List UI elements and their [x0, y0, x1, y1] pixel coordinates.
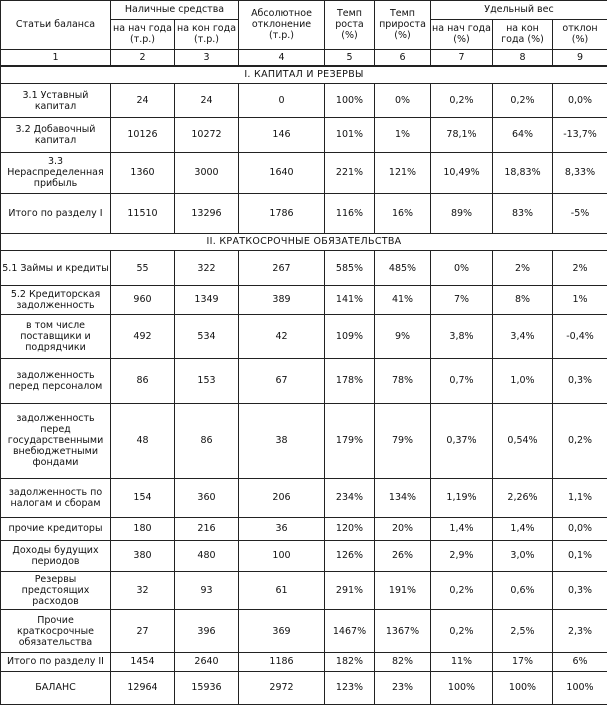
row-value: 3000 — [175, 152, 239, 194]
section-title: I. КАПИТАЛ И РЕЗЕРВЫ — [1, 66, 607, 84]
row-value: 41% — [375, 286, 431, 314]
row-value: 0,7% — [431, 359, 493, 404]
table-row — [1, 671, 607, 704]
row-value: 83% — [493, 194, 553, 233]
row-value: 1367% — [375, 610, 431, 653]
row-value: 38 — [239, 403, 325, 478]
row-value: 267 — [239, 251, 325, 286]
row-value: 0,2% — [553, 403, 607, 478]
row-value: 0,2% — [431, 610, 493, 653]
row-value: 485% — [375, 251, 431, 286]
row-value: 67 — [239, 359, 325, 404]
section-header-row — [1, 66, 607, 84]
row-label: задолженность по налогам и сборам — [1, 478, 111, 517]
row-value: 6% — [553, 652, 607, 671]
row-value: 18,83% — [493, 152, 553, 194]
header-abs-dev: Абсолютное отклонение (т.р.) — [239, 1, 325, 50]
row-value: 123% — [325, 671, 375, 704]
table-row — [1, 652, 607, 671]
row-value: 1467% — [325, 610, 375, 653]
row-value: 0,54% — [493, 403, 553, 478]
header-growth: Темп роста (%) — [325, 1, 375, 50]
row-value: 79% — [375, 403, 431, 478]
row-value: 178% — [325, 359, 375, 404]
row-value: 42 — [239, 314, 325, 359]
row-value: 180 — [111, 517, 175, 540]
row-value: 20% — [375, 517, 431, 540]
row-value: 24 — [111, 84, 175, 118]
row-value: 10,49% — [431, 152, 493, 194]
row-value: 480 — [175, 540, 239, 571]
row-value: 10126 — [111, 118, 175, 152]
row-value: 3,4% — [493, 314, 553, 359]
header-share-end: на кон года (%) — [493, 19, 553, 49]
row-value: 492 — [111, 314, 175, 359]
row-value: 2,3% — [553, 610, 607, 653]
section-header-row — [1, 233, 607, 251]
row-value: 1,0% — [493, 359, 553, 404]
row-label: 3.3 Нераспределенная прибыль — [1, 152, 111, 194]
row-value: 0,0% — [553, 84, 607, 118]
row-value: 1,4% — [493, 517, 553, 540]
row-value: 100% — [553, 671, 607, 704]
header-share-start: на нач года (%) — [431, 19, 493, 49]
row-value: 86 — [111, 359, 175, 404]
table-row — [1, 517, 607, 540]
row-label: БАЛАНС — [1, 671, 111, 704]
row-value: 1% — [375, 118, 431, 152]
column-number: 8 — [493, 49, 553, 66]
row-value: 360 — [175, 478, 239, 517]
column-number: 7 — [431, 49, 493, 66]
header-share-dev: отклон (%) — [553, 19, 607, 49]
row-value: 1360 — [111, 152, 175, 194]
row-value: 0,2% — [431, 571, 493, 609]
row-value: 396 — [175, 610, 239, 653]
column-number: 4 — [239, 49, 325, 66]
row-label: задолженность перед государственными внебюджетными фондами — [1, 403, 111, 478]
row-value: 11510 — [111, 194, 175, 233]
column-number: 5 — [325, 49, 375, 66]
row-label: 5.1 Займы и кредиты — [1, 251, 111, 286]
row-value: 2% — [493, 251, 553, 286]
row-value: 16% — [375, 194, 431, 233]
row-value: 82% — [375, 652, 431, 671]
row-value: 1,4% — [431, 517, 493, 540]
row-value: 15936 — [175, 671, 239, 704]
column-number: 6 — [375, 49, 431, 66]
row-label: 3.1 Уставный капитал — [1, 84, 111, 118]
row-value: 1349 — [175, 286, 239, 314]
row-value: 0,3% — [553, 571, 607, 609]
header-cash: Наличные средства — [111, 1, 239, 20]
row-value: -13,7% — [553, 118, 607, 152]
row-value: 1% — [553, 286, 607, 314]
row-value: 206 — [239, 478, 325, 517]
row-label: Резервы предстоящих расходов — [1, 571, 111, 609]
row-value: 146 — [239, 118, 325, 152]
row-value: 0 — [239, 84, 325, 118]
row-label: задолженность перед персоналом — [1, 359, 111, 404]
row-value: 0,0% — [553, 517, 607, 540]
row-value: 182% — [325, 652, 375, 671]
column-number: 3 — [175, 49, 239, 66]
row-value: 0,6% — [493, 571, 553, 609]
row-value: 134% — [375, 478, 431, 517]
row-value: 534 — [175, 314, 239, 359]
table-row — [1, 152, 607, 194]
row-value: -0,4% — [553, 314, 607, 359]
row-value: 179% — [325, 403, 375, 478]
row-value: 9% — [375, 314, 431, 359]
table-row — [1, 610, 607, 653]
row-value: 380 — [111, 540, 175, 571]
table-row — [1, 314, 607, 359]
row-value: 17% — [493, 652, 553, 671]
row-value: 7% — [431, 286, 493, 314]
column-number: 9 — [553, 49, 607, 66]
row-value: 10272 — [175, 118, 239, 152]
row-label: 5.2 Кредиторская задолженность — [1, 286, 111, 314]
table-row — [1, 194, 607, 233]
row-value: 93 — [175, 571, 239, 609]
row-value: 291% — [325, 571, 375, 609]
row-value: 0,1% — [553, 540, 607, 571]
row-label: в том числе поставщики и подрядчики — [1, 314, 111, 359]
row-value: 154 — [111, 478, 175, 517]
row-label: Итого по разделу II — [1, 652, 111, 671]
row-value: 13296 — [175, 194, 239, 233]
row-value: 234% — [325, 478, 375, 517]
row-value: 120% — [325, 517, 375, 540]
header-increase: Темп прироста (%) — [375, 1, 431, 50]
row-value: 960 — [111, 286, 175, 314]
row-value: 100% — [431, 671, 493, 704]
row-value: 2,5% — [493, 610, 553, 653]
row-value: 27 — [111, 610, 175, 653]
table-row — [1, 286, 607, 314]
row-value: 100% — [493, 671, 553, 704]
row-value: 216 — [175, 517, 239, 540]
row-value: 153 — [175, 359, 239, 404]
row-value: 2972 — [239, 671, 325, 704]
table-row — [1, 571, 607, 609]
row-value: 1,1% — [553, 478, 607, 517]
row-value: 23% — [375, 671, 431, 704]
row-value: 3,8% — [431, 314, 493, 359]
row-label: 3.2 Добавочный капитал — [1, 118, 111, 152]
row-value: 2,9% — [431, 540, 493, 571]
row-value: 0,37% — [431, 403, 493, 478]
row-value: 61 — [239, 571, 325, 609]
table-row — [1, 118, 607, 152]
table-row — [1, 403, 607, 478]
row-value: -5% — [553, 194, 607, 233]
row-value: 3,0% — [493, 540, 553, 571]
row-value: 32 — [111, 571, 175, 609]
row-value: 121% — [375, 152, 431, 194]
row-value: 1640 — [239, 152, 325, 194]
row-value: 2640 — [175, 652, 239, 671]
row-value: 78% — [375, 359, 431, 404]
row-value: 24 — [175, 84, 239, 118]
row-label: Доходы будущих периодов — [1, 540, 111, 571]
row-value: 0,3% — [553, 359, 607, 404]
row-value: 585% — [325, 251, 375, 286]
row-value: 36 — [239, 517, 325, 540]
row-value: 48 — [111, 403, 175, 478]
table-row — [1, 478, 607, 517]
header-cash-start: на нач года (т.р.) — [111, 19, 175, 49]
header-share: Удельный вес — [431, 1, 607, 20]
row-value: 11% — [431, 652, 493, 671]
row-value: 322 — [175, 251, 239, 286]
section-title: II. КРАТКОСРОЧНЫЕ ОБЯЗАТЕЛЬСТВА — [1, 233, 607, 251]
row-value: 0% — [431, 251, 493, 286]
row-value: 1,19% — [431, 478, 493, 517]
row-value: 126% — [325, 540, 375, 571]
row-value: 26% — [375, 540, 431, 571]
row-value: 0% — [375, 84, 431, 118]
row-value: 8,33% — [553, 152, 607, 194]
row-value: 0,2% — [493, 84, 553, 118]
row-value: 2,26% — [493, 478, 553, 517]
column-number: 2 — [111, 49, 175, 66]
row-value: 101% — [325, 118, 375, 152]
table-row — [1, 540, 607, 571]
row-value: 78,1% — [431, 118, 493, 152]
row-value: 369 — [239, 610, 325, 653]
column-number: 1 — [1, 49, 111, 66]
row-value: 55 — [111, 251, 175, 286]
row-value: 100% — [325, 84, 375, 118]
row-value: 191% — [375, 571, 431, 609]
row-value: 64% — [493, 118, 553, 152]
row-value: 1454 — [111, 652, 175, 671]
table-row — [1, 84, 607, 118]
row-value: 116% — [325, 194, 375, 233]
row-value: 12964 — [111, 671, 175, 704]
row-value: 109% — [325, 314, 375, 359]
header-articles: Статьи баланса — [1, 1, 111, 50]
row-value: 221% — [325, 152, 375, 194]
table-row — [1, 359, 607, 404]
row-value: 100 — [239, 540, 325, 571]
row-label: прочие кредиторы — [1, 517, 111, 540]
row-value: 0,2% — [431, 84, 493, 118]
row-value: 141% — [325, 286, 375, 314]
row-value: 86 — [175, 403, 239, 478]
row-label: Прочие краткосрочные обязательства — [1, 610, 111, 653]
header-cash-end: на кон года (т.р.) — [175, 19, 239, 49]
table-row — [1, 251, 607, 286]
row-value: 8% — [493, 286, 553, 314]
row-value: 2% — [553, 251, 607, 286]
row-label: Итого по разделу I — [1, 194, 111, 233]
row-value: 1186 — [239, 652, 325, 671]
row-value: 89% — [431, 194, 493, 233]
row-value: 389 — [239, 286, 325, 314]
row-value: 1786 — [239, 194, 325, 233]
